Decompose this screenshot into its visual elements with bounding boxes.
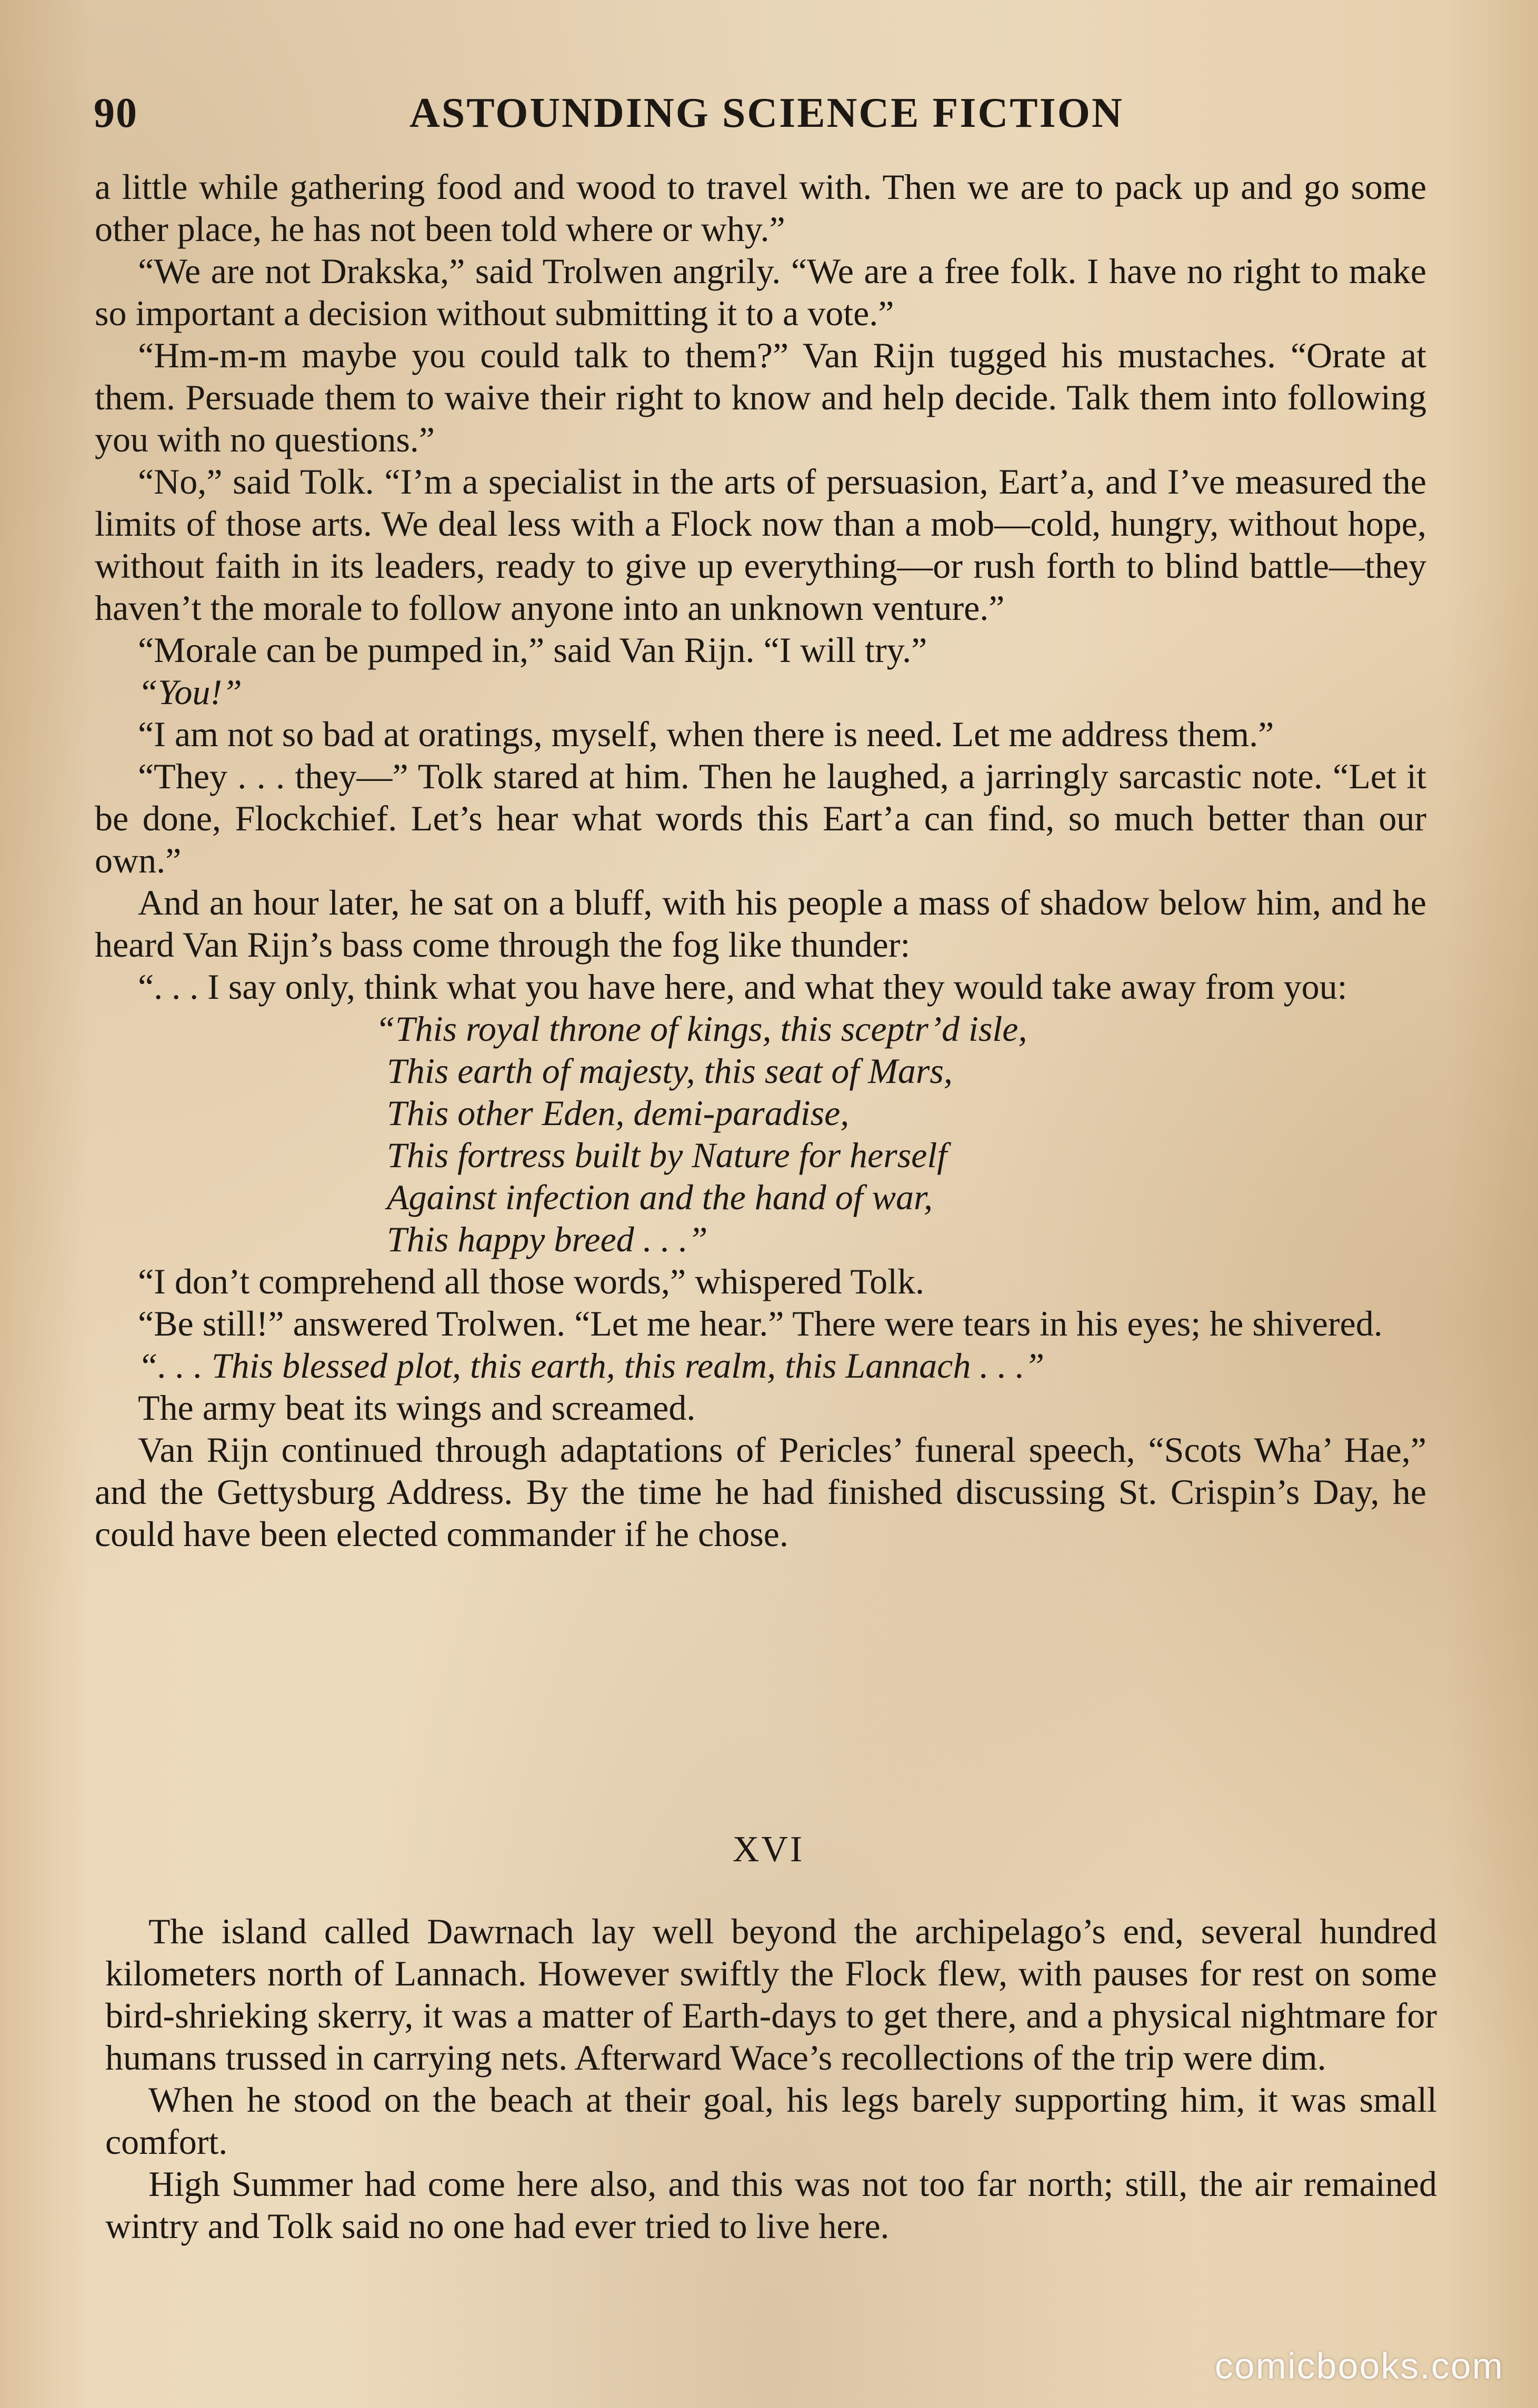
poem-line: This other Eden, demi-paradise, xyxy=(387,1093,850,1133)
emphasis-text: “You!” xyxy=(138,672,242,712)
poem-line: This earth of majesty, this seat of Mars, xyxy=(387,1051,953,1091)
paragraph: “We are not Drakska,” said Trolwen angrily. “We are a free folk. I have no right to make so important a decision without submitting it to a vote.” xyxy=(95,251,1426,333)
paragraph: And an hour later, he sat on a bluff, with his people a mass of shadow below him, and he heard Van Rijn’s bass come through the fog like thunder: xyxy=(95,882,1426,965)
paragraph: “Morale can be pumped in,” said Van Rijn. “I will try.” xyxy=(138,630,927,670)
paragraph: “I don’t comprehend all those words,” whispered Tolk. xyxy=(138,1261,925,1301)
story-text-upper xyxy=(95,166,1426,1555)
paragraph: Van Rijn continued through adaptations of Pericles’ funeral speech, “Scots Wha’ Hae,” and the Gettysburg Address. By the time he had finished discussing St. Crispin’s Day, he could have been elected commander if he chose. xyxy=(95,1430,1426,1554)
paragraph: a little while gathering food and wood to travel with. Then we are to pack up and go some other place, he has not been told where or why.” xyxy=(95,167,1426,249)
paragraph xyxy=(95,1345,1426,1387)
story-text-lower xyxy=(105,1910,1437,2247)
paragraph xyxy=(95,671,1426,713)
running-title: ASTOUNDING SCIENCE FICTION xyxy=(410,90,1124,136)
poem-line: This fortress built by Nature for herself xyxy=(387,1135,947,1175)
page-number: 90 xyxy=(94,90,138,136)
paragraph: When he stood on the beach at their goal, his legs barely supporting him, it was small comfort. xyxy=(105,2080,1437,2162)
paragraph: “I am not so bad at oratings, myself, when there is need. Let me address them.” xyxy=(138,714,1274,754)
page-header xyxy=(94,89,1441,147)
poem-line: “This royal throne of kings, this sceptr’d isle, xyxy=(375,1009,1027,1049)
paragraph: The island called Dawrnach lay well beyond the archipelago’s end, several hundred kilometers north of Lannach. However swiftly the Flock flew, with pauses for rest on some bird-shrieking skerry, it was a matter of Earth-days to get there, and a physical nightmare for humans trussed in carrying nets. Afterward Wace’s recollections of the trip were dim. xyxy=(105,1911,1437,2078)
paragraph: “Hm-m-m maybe you could talk to them?” Van Rijn tugged his mustaches. “Orate at them. Persuade them to waive their right to know and help decide. Talk them into following you with no questions.” xyxy=(95,335,1426,459)
paragraph: “Be still!” answered Trolwen. “Let me hear.” There were tears in his eyes; he shivered. xyxy=(138,1303,1383,1343)
poem-quotation xyxy=(95,1008,1426,1260)
paragraph: High Summer had come here also, and this was not too far north; still, the air remained wintry and Tolk said no one had ever tried to live here. xyxy=(105,2164,1437,2246)
paragraph: “. . . I say only, think what you have here, and what they would take away from you: xyxy=(138,967,1347,1007)
watermark: comicbooks.com xyxy=(1214,2345,1504,2386)
poem-line: This happy breed . . .” xyxy=(387,1219,708,1259)
paragraph: The army beat its wings and screamed. xyxy=(138,1388,696,1428)
poem-line: Against infection and the hand of war, xyxy=(387,1177,933,1217)
section-heading: XVI xyxy=(732,1829,805,1870)
emphasis-text: “. . . This blessed plot, this earth, this realm, this Lannach . . .” xyxy=(138,1346,1045,1386)
paragraph: “No,” said Tolk. “I’m a specialist in the arts of persuasion, Eart’a, and I’ve measured the limits of those arts. We deal less with a Flock now than a mob—cold, hungry, without hope, without faith in its leaders, ready to give up everything—or rush forth to blind battle—they haven’t the morale to follow anyone into an unknown venture.” xyxy=(95,461,1426,628)
paragraph: “They . . . they—” Tolk stared at him. Then he laughed, a jarringly sarcastic note. “Let it be done, Flockchief. Let’s hear what words this Eart’a can find, so much better than our own.” xyxy=(95,756,1426,880)
